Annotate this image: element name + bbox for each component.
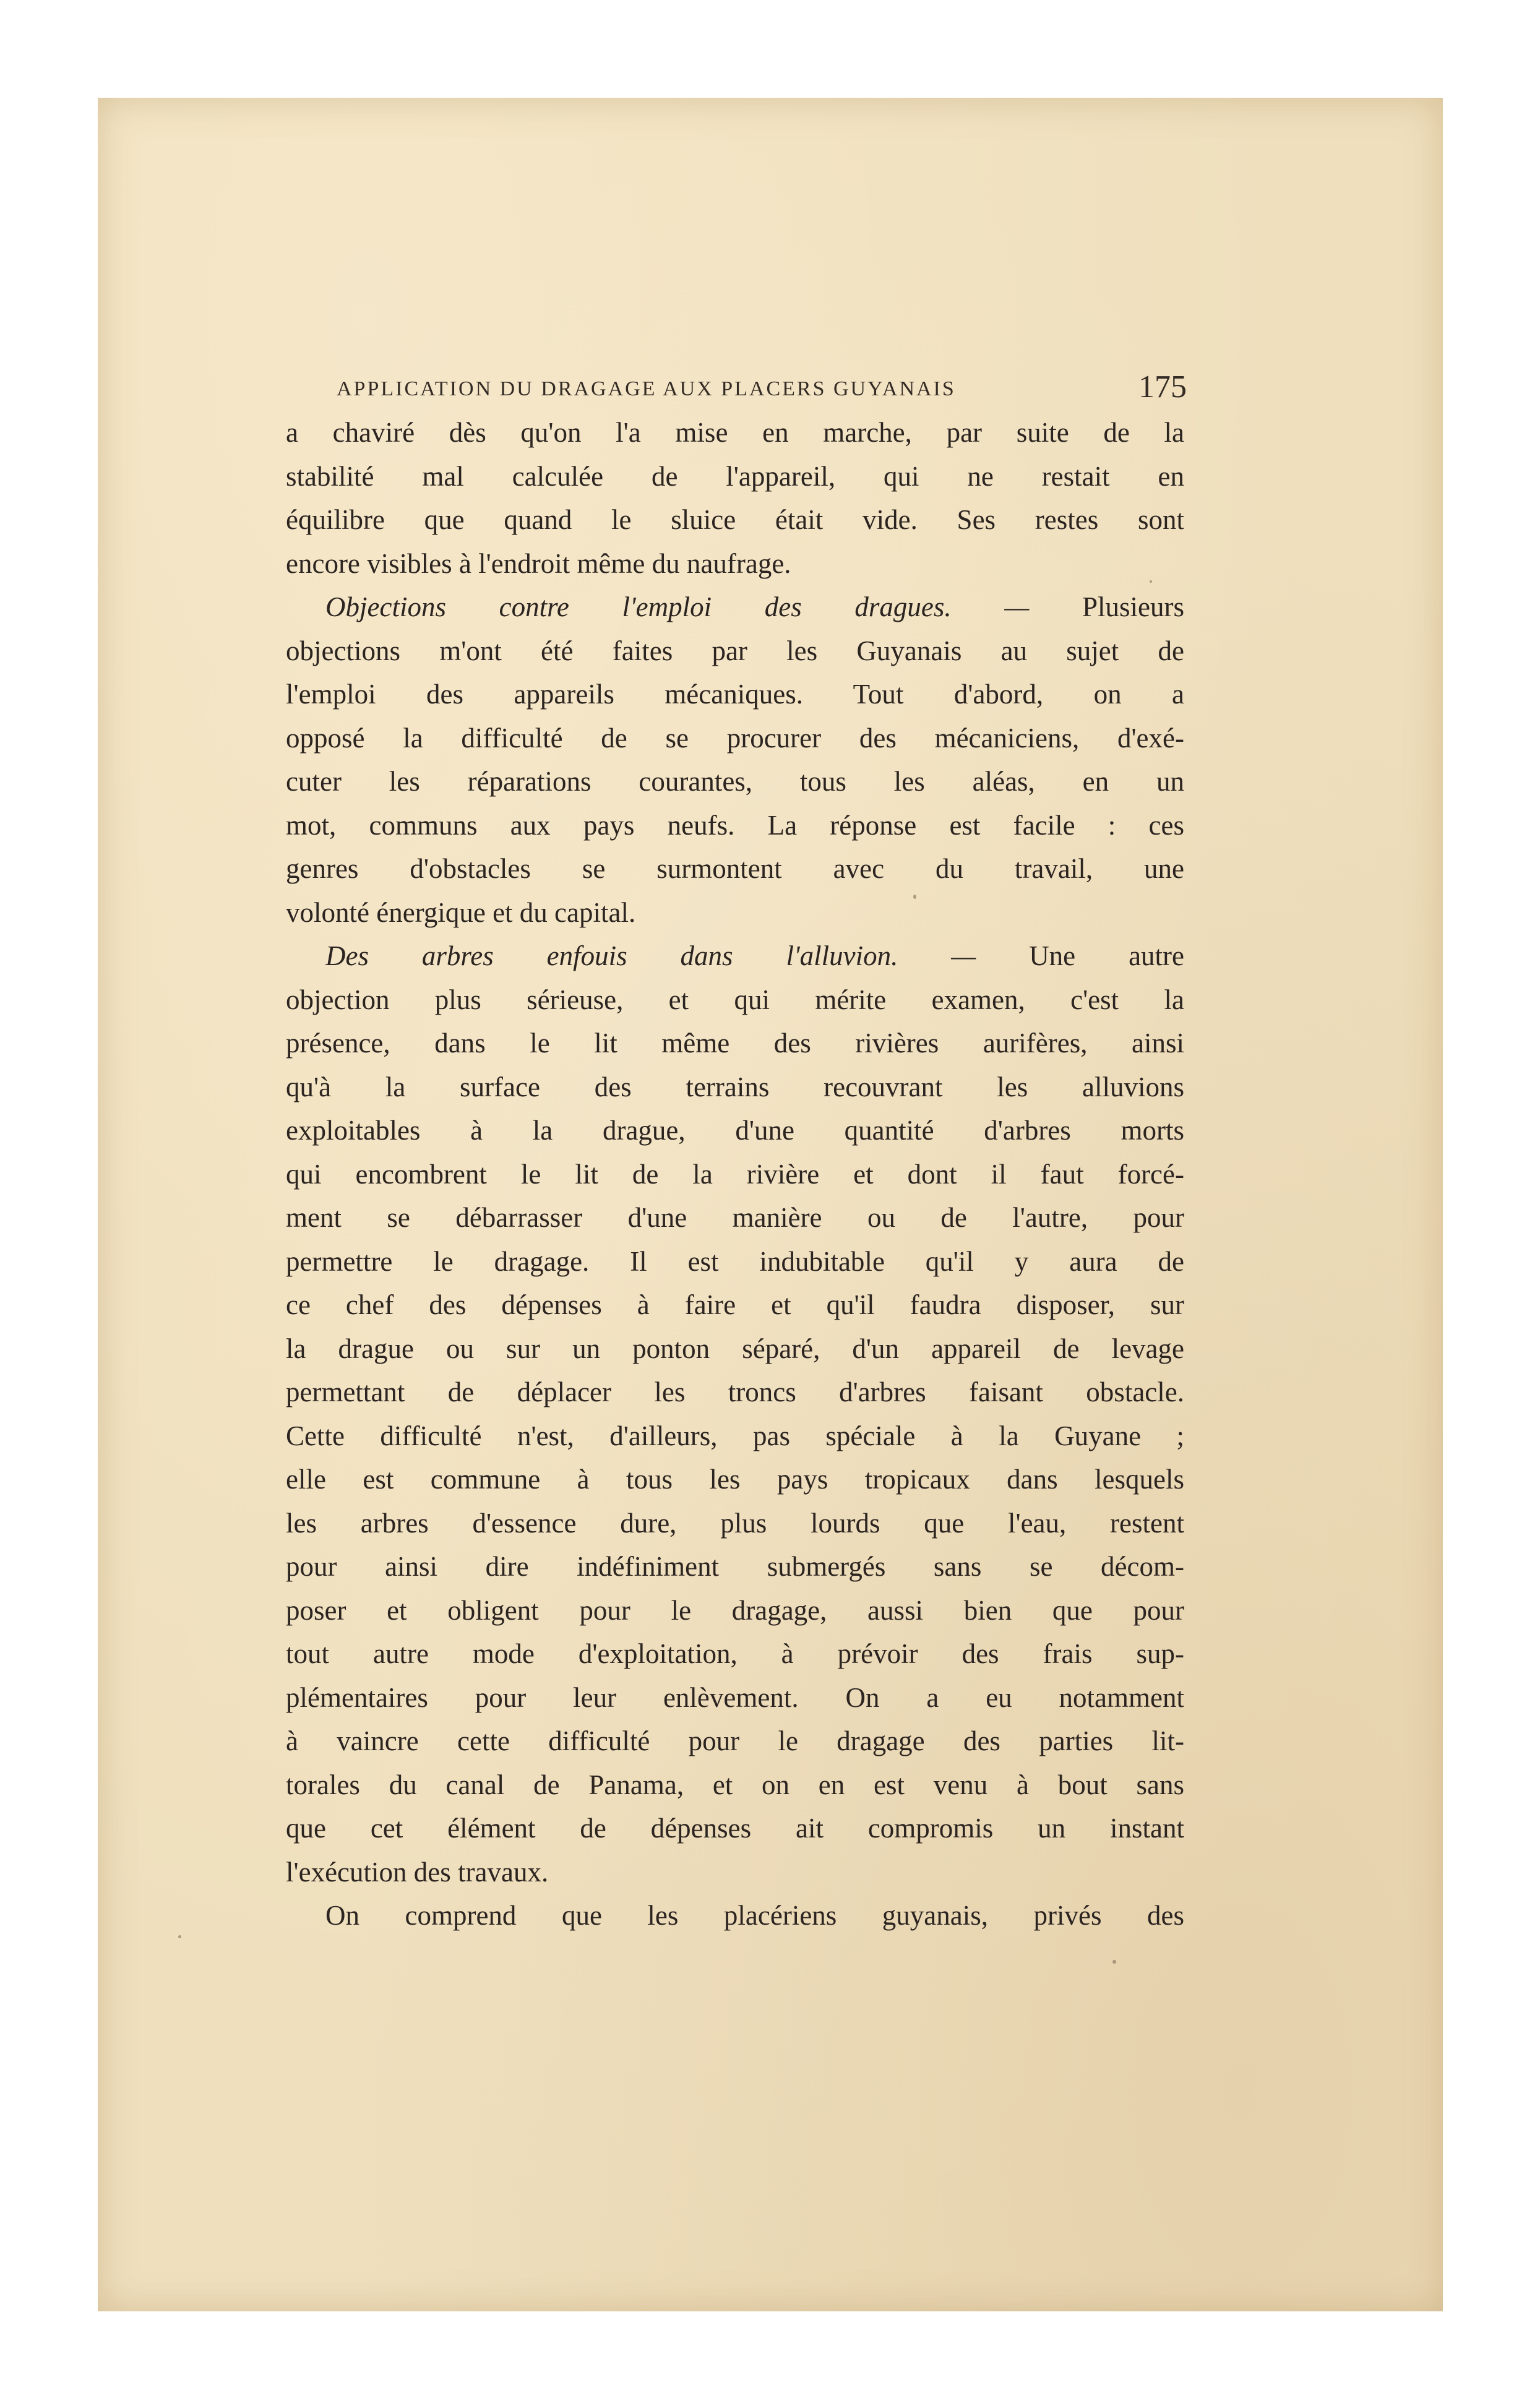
text-line: On comprend que les placériens guyanais, privés des	[325, 1900, 1184, 1931]
text-line: Cette difficulté n'est, d'ailleurs, pas spéciale à la Guyane ;	[286, 1420, 1184, 1451]
section-heading: Des arbres enfouis dans l'alluvion. —	[325, 940, 976, 971]
text-run: Plusieurs	[1082, 591, 1185, 622]
text-line: objection plus sérieuse, et qui mérite examen, c'est la	[286, 984, 1184, 1015]
text-line: permettre le dragage. Il est indubitable qu'il y aura de	[286, 1245, 1184, 1277]
paper-speck	[1112, 1960, 1116, 1964]
text-line: les arbres d'essence dure, plus lourds que l'eau, restent	[286, 1507, 1184, 1539]
text-line: présence, dans le lit même des rivières aurifères, ainsi	[286, 1028, 1184, 1059]
text-line: l'emploi des appareils mécaniques. Tout d'abord, on a	[286, 679, 1184, 710]
text-line: cuter les réparations courantes, tous les aléas, en un	[286, 766, 1184, 797]
text-line-with-heading	[286, 934, 1184, 978]
running-head	[286, 366, 1187, 411]
text-line: stabilité mal calculée de l'appareil, qui ne restait en	[286, 460, 1184, 492]
text-line: mot, communs aux pays neufs. La réponse est facile : ces	[286, 809, 1184, 841]
page-number: 175	[1138, 369, 1187, 405]
text-line: qu'à la surface des terrains recouvrant les alluvions	[286, 1071, 1184, 1102]
text-line: ce chef des dépenses à faire et qu'il faudra disposer, sur	[286, 1289, 1184, 1320]
text-line: pour ainsi dire indéfiniment submergés sans se décom-	[286, 1551, 1184, 1582]
text-line: ment se débarrasser d'une manière ou de l'autre, pour	[286, 1202, 1184, 1233]
page-text	[286, 366, 1187, 1938]
text-line: encore visibles à l'endroit même du naufrage.	[286, 548, 791, 579]
text-line: la drague ou sur un ponton séparé, d'un appareil de levage	[286, 1333, 1184, 1364]
text-line: que cet élément de dépenses ait compromis un instant	[286, 1813, 1184, 1844]
running-title: APPLICATION DU DRAGAGE AUX PLACERS GUYANAIS	[337, 377, 956, 400]
text-line: elle est commune à tous les pays tropicaux dans lesquels	[286, 1464, 1184, 1495]
text-line: torales du canal de Panama, et on en est venu à bout sans	[286, 1769, 1184, 1800]
text-line: équilibre que quand le sluice était vide. Ses restes sont	[286, 504, 1184, 535]
text-line: à vaincre cette difficulté pour le dragage des parties lit-	[286, 1725, 1184, 1756]
text-line: genres d'obstacles se surmontent avec du travail, une	[286, 853, 1184, 884]
text-line: qui encombrent le lit de la rivière et dont il faut forcé-	[286, 1158, 1184, 1190]
text-line: plémentaires pour leur enlèvement. On a eu notamment	[286, 1682, 1184, 1713]
text-run: Une autre	[1029, 940, 1185, 971]
text-line: objections m'ont été faites par les Guyanais au sujet de	[286, 635, 1184, 666]
text-line: tout autre mode d'exploitation, à prévoir des frais sup-	[286, 1638, 1184, 1669]
text-line: exploitables à la drague, d'une quantité d'arbres morts	[286, 1115, 1184, 1146]
text-line: volonté énergique et du capital.	[286, 896, 636, 928]
section-heading: Objections contre l'emploi des dragues. —	[325, 591, 1030, 622]
text-line: opposé la difficulté de se procurer des mécaniciens, d'exé-	[286, 722, 1184, 754]
paper-speck	[178, 1935, 181, 1938]
text-line: poser et obligent pour le dragage, aussi bien que pour	[286, 1594, 1184, 1626]
text-line: a chaviré dès qu'on l'a mise en marche, par suite de la	[286, 417, 1184, 448]
text-line: l'exécution des travaux.	[286, 1856, 549, 1888]
text-line: permettant de déplacer les troncs d'arbres faisant obstacle.	[286, 1377, 1184, 1407]
text-line-with-heading	[286, 585, 1184, 629]
